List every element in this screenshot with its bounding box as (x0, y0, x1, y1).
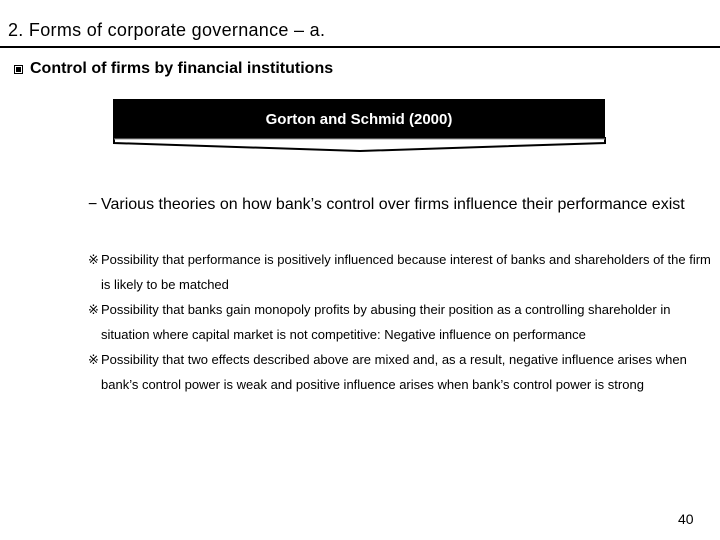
square-bullet-icon (14, 65, 23, 74)
section-heading (14, 60, 333, 78)
main-point (88, 190, 718, 220)
reference-mark-icon: ※ (88, 252, 99, 267)
sub-point (88, 247, 718, 297)
reference-banner-label: Gorton and Schmid (2000) (265, 110, 453, 128)
sub-point-text: Possibility that two effects described above are mixed and, as a result, negative influence arises when bank’s control power is weak and positive influence arises when bank’s control power is strong (101, 352, 687, 392)
sub-point-text: Possibility that banks gain monopoly profits by abusing their position as a controlling shareholder in situation where capital market is not competitive: Negative influence on performance (101, 302, 671, 342)
sub-point (88, 297, 718, 347)
reference-mark-icon: ※ (88, 352, 99, 367)
page-number: 40 (678, 511, 694, 527)
reference-banner (113, 99, 605, 139)
section-heading-text: Control of firms by financial institutions (30, 60, 334, 77)
banner-chevron-base (113, 137, 607, 153)
reference-mark-icon: ※ (88, 302, 99, 317)
sub-point-text: Possibility that performance is positively influenced because interest of banks and shareholders of the firm is likely to be matched (101, 252, 711, 292)
title-divider (0, 46, 720, 48)
slide-title: 2. Forms of corporate governance – a. (8, 20, 326, 40)
main-point-text: Various theories on how bank’s control over firms influence their performance exist (101, 196, 685, 213)
dash-bullet-icon: − (88, 196, 98, 213)
sub-point (88, 347, 718, 397)
